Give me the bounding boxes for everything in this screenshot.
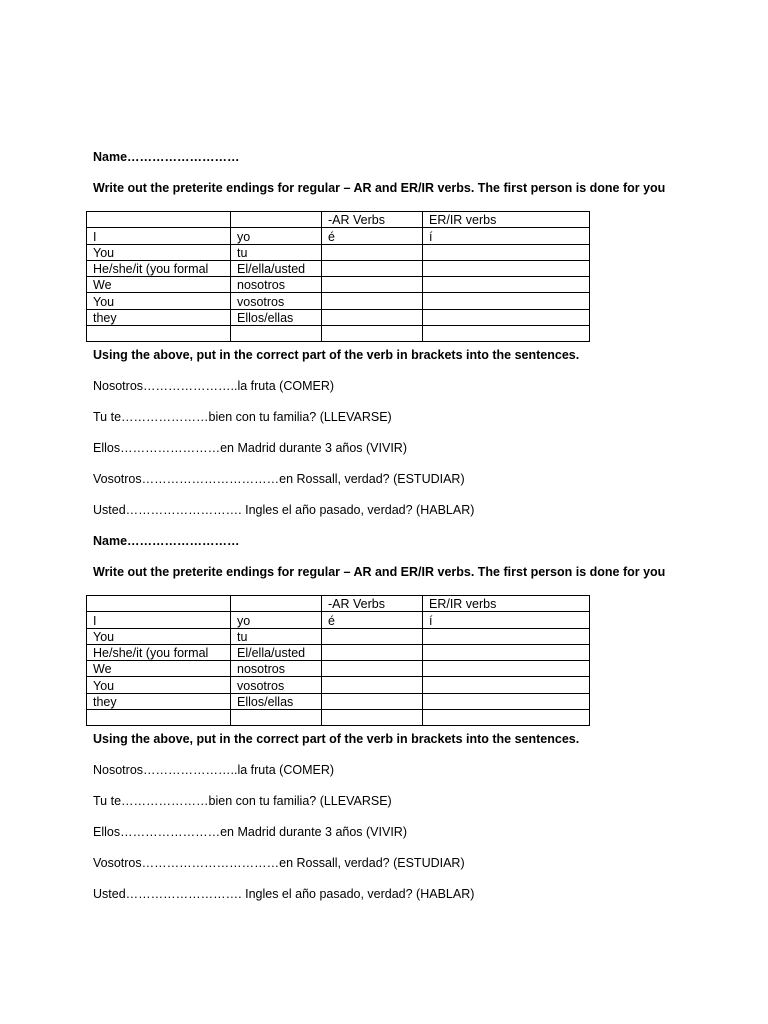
table-cell (322, 677, 423, 693)
table-row (87, 293, 590, 309)
table-cell (322, 693, 423, 709)
table-cell (423, 244, 590, 260)
table-cell (423, 628, 590, 644)
table-row (87, 644, 590, 660)
table-row (87, 244, 590, 260)
table-cell (322, 326, 423, 342)
table-row (87, 326, 590, 342)
table-cell: é (322, 228, 423, 244)
table-cell: Ellos/ellas (231, 693, 322, 709)
task-instruction: Using the above, put in the correct part of the verb in brackets into the sentences. (93, 348, 580, 362)
sentence: Vosotros……………………………en Rossall, verdad? (ESTUDIAR) (93, 856, 465, 870)
table-cell (322, 710, 423, 726)
table-cell: He/she/it (you formal (87, 260, 231, 276)
table-cell (423, 677, 590, 693)
sentence: Ellos……………………en Madrid durante 3 años (VIVIR) (93, 441, 407, 455)
table-cell: nosotros (231, 661, 322, 677)
table-row (87, 260, 590, 276)
table-cell (322, 244, 423, 260)
name-label: Name……………………… (93, 534, 240, 548)
sentence: Tu te…………………bien con tu familia? (LLEVARSE) (93, 410, 392, 424)
table-cell (87, 326, 231, 342)
table-cell: You (87, 293, 231, 309)
table-cell (423, 326, 590, 342)
sentence: Ellos……………………en Madrid durante 3 años (VIVIR) (93, 825, 407, 839)
table-cell: El/ella/usted (231, 644, 322, 660)
sentence: Nosotros…………………..la fruta (COMER) (93, 763, 335, 777)
sentence: Nosotros…………………..la fruta (COMER) (93, 379, 335, 393)
table-cell: You (87, 628, 231, 644)
table-cell: yo (231, 228, 322, 244)
table-cell (423, 293, 590, 309)
sentence: Tu te…………………bien con tu familia? (LLEVARSE) (93, 794, 392, 808)
table-cell (423, 309, 590, 325)
instruction-text: Write out the preterite endings for regular – AR and ER/IR verbs. The first person is done for you (93, 565, 666, 579)
table-row (87, 309, 590, 325)
table-cell: nosotros (231, 277, 322, 293)
table-header-er-ir: ER/IR verbs (423, 212, 590, 228)
table-cell: é (322, 612, 423, 628)
table-header-ar: -AR Verbs (322, 212, 423, 228)
table-cell: You (87, 677, 231, 693)
table-row (87, 661, 590, 677)
table-row (87, 277, 590, 293)
table-cell (322, 644, 423, 660)
table-cell (423, 260, 590, 276)
table-header-cell (87, 212, 231, 228)
table-cell: vosotros (231, 293, 322, 309)
table-cell (322, 628, 423, 644)
preterite-endings-table (86, 595, 590, 726)
task-instruction: Using the above, put in the correct part of the verb in brackets into the sentences. (93, 732, 580, 746)
table-header-ar: -AR Verbs (322, 596, 423, 612)
table-header-cell (87, 596, 231, 612)
table-cell: El/ella/usted (231, 260, 322, 276)
table-row (87, 710, 590, 726)
table-cell: I (87, 228, 231, 244)
table-cell (423, 661, 590, 677)
table-cell (87, 710, 231, 726)
sentence: Vosotros……………………………en Rossall, verdad? (ESTUDIAR) (93, 472, 465, 486)
table-cell (322, 293, 423, 309)
table-cell (423, 693, 590, 709)
table-cell (322, 661, 423, 677)
name-label: Name……………………… (93, 150, 240, 164)
table-cell: tu (231, 244, 322, 260)
table-header-cell (231, 212, 322, 228)
table-header-row (87, 212, 590, 228)
table-cell: He/she/it (you formal (87, 644, 231, 660)
table-cell: yo (231, 612, 322, 628)
table-cell: I (87, 612, 231, 628)
table-row (87, 628, 590, 644)
table-cell: We (87, 277, 231, 293)
table-cell: tu (231, 628, 322, 644)
instruction-text: Write out the preterite endings for regular – AR and ER/IR verbs. The first person is done for you (93, 181, 666, 195)
table-cell: they (87, 309, 231, 325)
table-cell: í (423, 612, 590, 628)
table-row (87, 693, 590, 709)
preterite-endings-table (86, 211, 590, 342)
table-header-row (87, 596, 590, 612)
table-cell: Ellos/ellas (231, 309, 322, 325)
table-cell (322, 260, 423, 276)
table-cell (322, 277, 423, 293)
table-row (87, 677, 590, 693)
table-row (87, 228, 590, 244)
sentence: Usted………………………. Ingles el año pasado, verdad? (HABLAR) (93, 887, 475, 901)
table-cell (423, 644, 590, 660)
table-header-cell (231, 596, 322, 612)
table-cell: We (87, 661, 231, 677)
table-cell: You (87, 244, 231, 260)
table-header-er-ir: ER/IR verbs (423, 596, 590, 612)
table-cell (423, 277, 590, 293)
table-cell: vosotros (231, 677, 322, 693)
table-row (87, 612, 590, 628)
table-cell: í (423, 228, 590, 244)
table-cell (322, 309, 423, 325)
table-cell (231, 326, 322, 342)
table-cell (423, 710, 590, 726)
table-cell: they (87, 693, 231, 709)
sentence: Usted………………………. Ingles el año pasado, verdad? (HABLAR) (93, 503, 475, 517)
table-cell (231, 710, 322, 726)
